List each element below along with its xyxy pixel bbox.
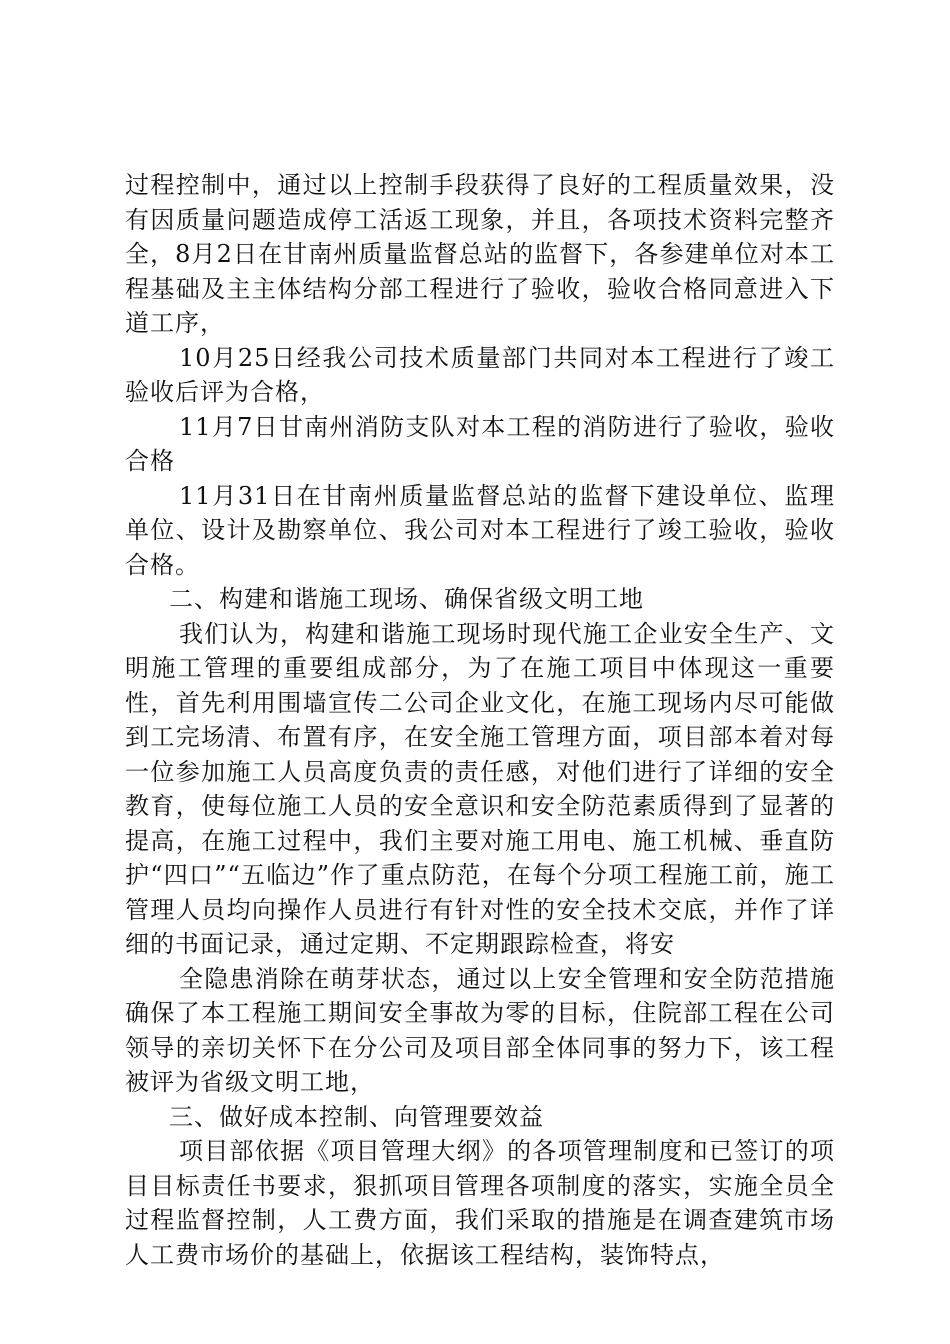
section-heading-2: 二、构建和谐施工现场、确保省级文明工地 bbox=[169, 585, 644, 613]
paragraph-oct-25-acceptance: 10月25日经我公司技术质量部门共同对本工程进行了竣工验收后评为合格， bbox=[125, 343, 835, 406]
paragraph-cost-control: 项目部依据《项目管理大纲》的各项管理制度和已签订的项目目标责任书要求，狠抓项目管理各项制度的落实，实施全员全过程监督控制，人工费方面，我们采取的措施是在调查建筑市场人工费市场价的基础上，依据该工程结构，装饰特点， bbox=[125, 1137, 835, 1269]
paragraph-civilized-site: 全隐患消除在萌芽状态，通过以上安全管理和安全防范措施确保了本工程施工期间安全事故为零的目标，住院部工程在公司领导的亲切关怀下在分公司及项目部全体同事的努力下，该工程被评为省级文明工地， bbox=[125, 964, 835, 1096]
paragraph-nov-7-fire-acceptance: 11月7日甘南州消防支队对本工程的消防进行了验收，验收合格 bbox=[125, 412, 835, 475]
paragraph-nov-31-completion: 11月31日在甘南州质量监督总站的监督下建设单位、监理单位、设计及勘察单位、我公司对本工程进行了竣工验收，验收合格。 bbox=[125, 481, 835, 579]
section-heading-3: 三、做好成本控制、向管理要效益 bbox=[169, 1102, 544, 1131]
document-body bbox=[125, 168, 835, 1272]
paragraph-harmonious-site: 我们认为，构建和谐施工现场时现代施工企业安全生产、文明施工管理的重要组成部分，为了在施工项目中体现这一重要性，首先利用围墙宣传二公司企业文化，在施工现场内尽可能做到工完场清、布置有序，在安全施工管理方面，项目部本着对每一位参加施工人员高度负责的责任感，对他们进行了详细的安全教育，使每位施工人员的安全意识和安全防范素质得到了显著的提高，在施工过程中，我们主要对施工用电、施工机械、垂直防护“四口”“五临边”作了重点防范，在每个分项工程施工前，施工管理人员均向操作人员进行有针对性的安全技术交底，并作了详细的书面记录，通过定期、不定期跟踪检查，将安 bbox=[125, 619, 835, 958]
paragraph-quality-control: 过程控制中，通过以上控制手段获得了良好的工程质量效果，没有因质量问题造成停工活返工现象，并且，各项技术资料完整齐全，8月2日在甘南州质量监督总站的监督下，各参建单位对本工程基础及主主体结构分部工程进行了验收，验收合格同意进入下道工序， bbox=[125, 171, 835, 337]
